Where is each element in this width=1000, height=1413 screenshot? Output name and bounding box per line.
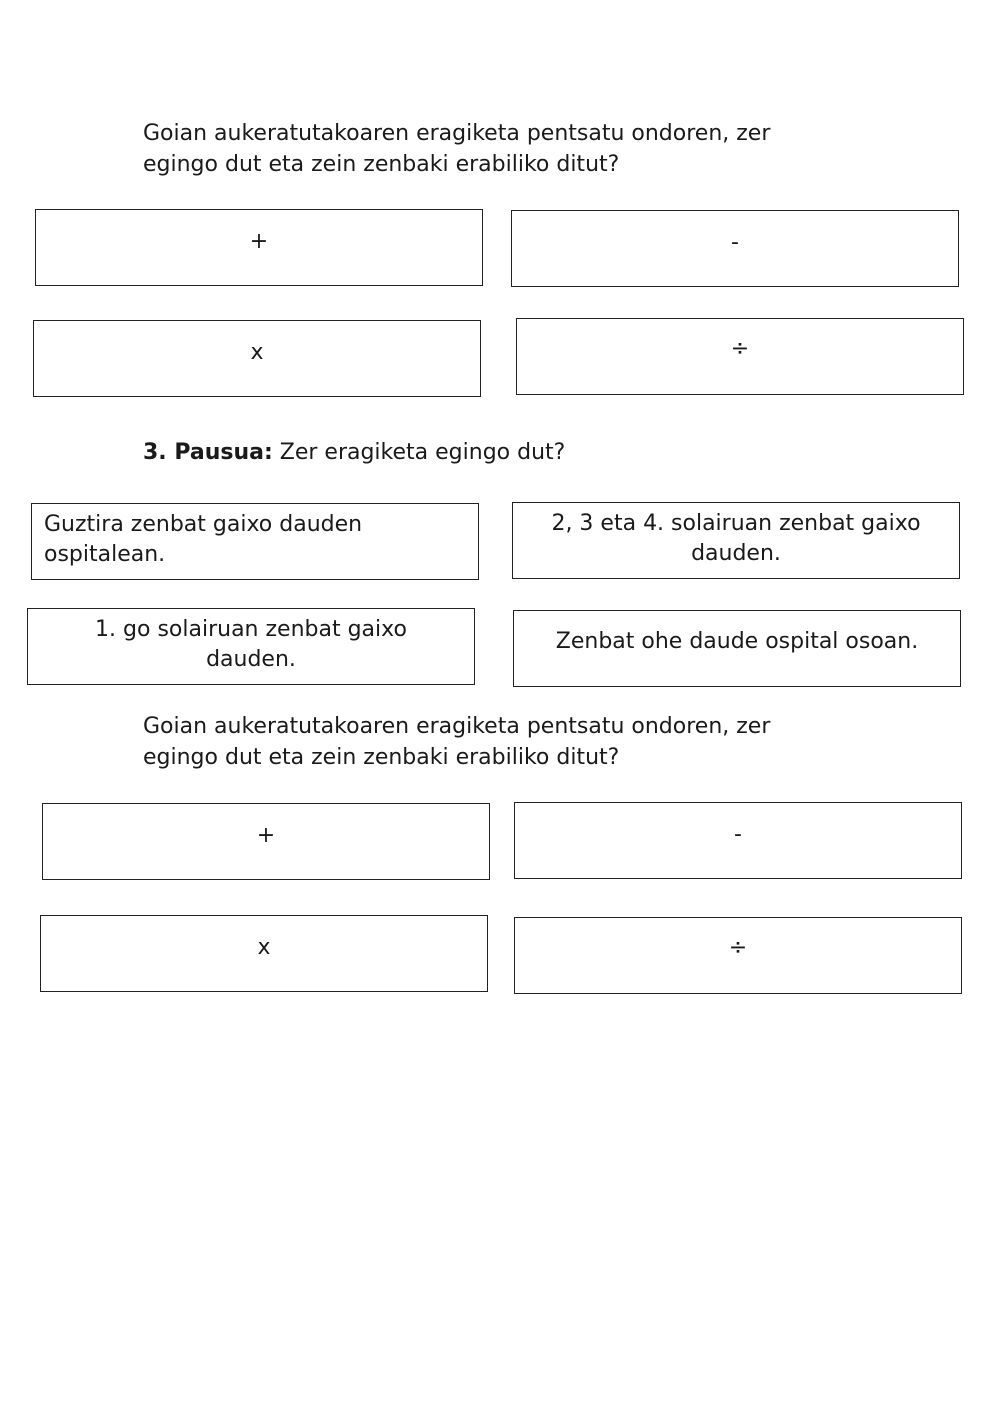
option-floors-2-3-4[interactable]	[512, 502, 960, 579]
operation-prompt	[143, 118, 770, 180]
operation-divide-box-2[interactable]	[514, 917, 962, 994]
operation-plus-box[interactable]	[35, 209, 483, 286]
step-3-label: 3. Pausua:	[143, 440, 273, 465]
option-total-patients[interactable]	[31, 503, 479, 580]
operation-plus-box-2[interactable]	[42, 803, 490, 880]
operation-prompt-2-line-2: egingo dut eta zein zenbaki erabiliko ditut?	[143, 745, 620, 770]
operation-multiply-box-2[interactable]	[40, 915, 488, 992]
plus-label: +	[249, 229, 269, 254]
multiply-label-2: x	[257, 935, 271, 960]
option-first-floor[interactable]	[27, 608, 475, 685]
option-first-floor-label: 1. go solairuan zenbat gaixo dauden.	[95, 617, 407, 672]
divide-label: ÷	[730, 336, 750, 361]
multiply-label: x	[250, 340, 264, 365]
option-total-patients-label: Guztira zenbat gaixo dauden ospitalean.	[44, 512, 363, 567]
minus-label: -	[731, 230, 739, 255]
operation-prompt-2	[143, 711, 770, 773]
minus-label-2: -	[734, 822, 742, 847]
operation-minus-box[interactable]	[511, 210, 959, 287]
option-floors-2-3-4-label: 2, 3 eta 4. solairuan zenbat gaixo dauden.	[551, 511, 921, 566]
operation-multiply-box[interactable]	[33, 320, 481, 397]
step-3-question: Zer eragiketa egingo dut?	[272, 440, 566, 465]
option-beds-total[interactable]	[513, 610, 961, 687]
operation-prompt-2-line-1: Goian aukeratutakoaren eragiketa pentsatu ondoren, zer	[143, 714, 771, 739]
operation-prompt-line-2: egingo dut eta zein zenbaki erabiliko ditut?	[143, 152, 620, 177]
divide-label-2: ÷	[728, 935, 748, 960]
operation-divide-box[interactable]	[516, 318, 964, 395]
step-3-heading	[143, 437, 565, 468]
operation-minus-box-2[interactable]	[514, 802, 962, 879]
option-beds-total-label: Zenbat ohe daude ospital osoan.	[555, 628, 919, 654]
plus-label-2: +	[256, 823, 276, 848]
operation-prompt-line-1: Goian aukeratutakoaren eragiketa pentsatu ondoren, zer	[143, 121, 771, 146]
